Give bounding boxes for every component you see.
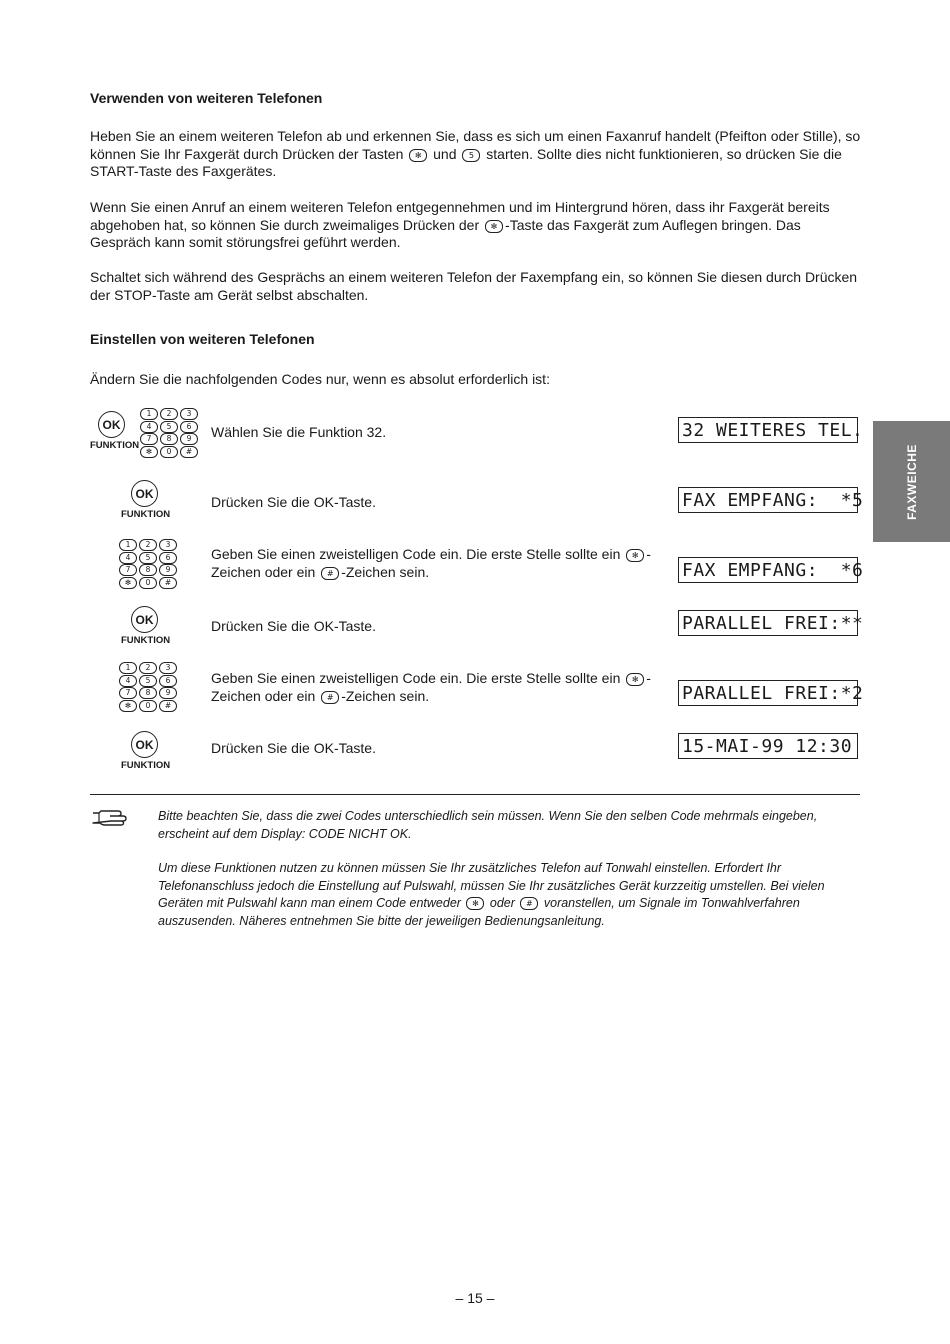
star-key-icon: ✻ <box>409 149 427 162</box>
keypad-key-icon: 5 <box>139 675 157 687</box>
hash-key-icon: # <box>520 897 538 910</box>
keypad-key-icon: 6 <box>159 675 177 687</box>
section-heading-einstellen: Einstellen von weiteren Telefonen <box>90 331 315 347</box>
chapter-tab <box>873 421 950 542</box>
step-6-text: Drücken Sie die OK-Taste. <box>211 740 376 756</box>
funktion-label: FUNKTION <box>90 440 140 451</box>
keypad-key-icon: 8 <box>160 433 178 445</box>
intro-text: Ändern Sie die nachfolgenden Codes nur, wenn es absolut erforderlich ist: <box>90 371 550 387</box>
paragraph-stop: Schaltet sich während des Gesprächs an einem weiteren Telefon der Faxempfang ein, so können Sie diesen durch Drücken der STOP-Taste am Gerät selbst abschalten. <box>90 269 858 303</box>
keypad-group-icon <box>88 538 203 594</box>
keypad-key-icon: 9 <box>159 687 177 699</box>
ok-button-group-icon <box>88 604 203 660</box>
keypad-key-icon: 7 <box>119 564 137 576</box>
hash-key-icon: # <box>321 691 339 704</box>
lcd-display: 32 WEITERES TEL. <box>678 417 858 443</box>
keypad-key-icon: 9 <box>180 433 198 445</box>
keypad-group-icon <box>88 661 203 717</box>
lcd-display: PARALLEL FREI:** <box>678 610 858 636</box>
step-5-text: Geben Sie einen zweistelligen Code ein. Die erste Stelle sollte ein ✻ -Zeichen oder ein # -Zeichen sein. <box>211 670 651 704</box>
lcd-display: PARALLEL FREI:*2 <box>678 680 858 706</box>
lcd-display: 15-MAI-99 12:30 <box>678 733 858 759</box>
step-3 <box>88 538 863 590</box>
paragraph-hang-up: Wenn Sie einen Anruf an einem weiteren Telefon entgegennehmen und im Hintergrund hören, dass ihr Faxgerät bereits abgehoben hat, so können Sie durch zweimaliges Drücken der ✻ -Taste das Faxgerät zum Auflegen bringen. Das Gespräch kann somit störungsfrei geführt werden. <box>90 199 830 250</box>
step-4-text: Drücken Sie die OK-Taste. <box>211 618 376 634</box>
ok-button-icon: OK <box>98 411 125 438</box>
keypad-key-icon: ✻ <box>119 577 137 589</box>
ok-button-icon: OK <box>131 606 158 633</box>
chapter-tab-label: FAXWEICHE <box>904 443 919 520</box>
keypad-key-icon: 0 <box>160 446 178 458</box>
keypad-key-icon: 2 <box>139 662 157 674</box>
note-tonwahl: Um diese Funktionen nutzen zu können müssen Sie Ihr zusätzliches Telefon auf Tonwahl einstellen. Erfordert Ihr Telefonanschluss jedoch die Einstellung auf Pulswahl, müssen Sie Ihr zusätzliches Gerät kurzzeitig umstellen. Bei vielen Geräten mit Pulswahl kann man einem Code entweder ✻ oder # voranstellen, um Signale im Tonwahlverfahren auszusenden. Näheres entnehmen Sie bitte der jeweiligen Bedienungsanleitung. <box>158 861 825 928</box>
keypad-key-icon: ✻ <box>119 700 137 712</box>
step-6 <box>88 729 863 773</box>
ok-button-group-icon <box>88 478 203 534</box>
keypad-key-icon: 8 <box>139 687 157 699</box>
funktion-label: FUNKTION <box>121 760 171 771</box>
keypad-key-icon: 4 <box>119 552 137 564</box>
keypad-key-icon: 5 <box>139 552 157 564</box>
keypad-key-icon: ✻ <box>140 446 158 458</box>
divider <box>90 794 860 795</box>
five-key-icon: 5 <box>462 149 480 162</box>
note-codes: Bitte beachten Sie, dass die zwei Codes unterschiedlich sein müssen. Wenn Sie den selben Code mehrmals eingeben, erscheint auf dem Display: CODE NICHT OK. <box>158 809 818 841</box>
step-2-text: Drücken Sie die OK-Taste. <box>211 494 376 510</box>
keypad-key-icon: 8 <box>139 564 157 576</box>
step-1 <box>88 405 863 461</box>
keypad-key-icon: 6 <box>159 552 177 564</box>
step-1-text: Wählen Sie die Funktion 32. <box>211 424 387 440</box>
keypad-key-icon: 7 <box>119 687 137 699</box>
keypad-key-icon: 2 <box>139 539 157 551</box>
keypad-key-icon: 3 <box>159 662 177 674</box>
funktion-label: FUNKTION <box>121 635 171 646</box>
step-5 <box>88 661 863 713</box>
star-key-icon: ✻ <box>485 220 503 233</box>
ok-and-keypad-icon <box>88 405 203 461</box>
keypad-key-icon: 3 <box>159 539 177 551</box>
keypad-key-icon: # <box>180 446 198 458</box>
keypad-key-icon: # <box>159 577 177 589</box>
step-2 <box>88 478 863 522</box>
keypad-key-icon: 5 <box>160 421 178 433</box>
keypad-key-icon: 7 <box>140 433 158 445</box>
keypad-key-icon: 2 <box>160 408 178 420</box>
ok-button-icon: OK <box>131 731 158 758</box>
star-key-icon: ✻ <box>626 549 644 562</box>
paragraph-fax-call: Heben Sie an einem weiteren Telefon ab und erkennen Sie, dass es sich um einen Faxanruf handelt (Pfeifton oder Stille), so können Sie Ihr Faxgerät durch Drücken der Tasten ✻ und 5 starten. Sollte dies nicht funktionieren, so drücken Sie die START-Taste des Faxgerätes. <box>90 128 861 179</box>
keypad-key-icon: 1 <box>140 408 158 420</box>
step-3-text: Geben Sie einen zweistelligen Code ein. Die erste Stelle sollte ein ✻ -Zeichen oder ein # -Zeichen sein. <box>211 546 651 580</box>
keypad-key-icon: 3 <box>180 408 198 420</box>
keypad-key-icon: # <box>159 700 177 712</box>
keypad-key-icon: 4 <box>140 421 158 433</box>
ok-button-group-icon <box>88 729 203 785</box>
star-key-icon: ✻ <box>626 673 644 686</box>
keypad-key-icon: 4 <box>119 675 137 687</box>
lcd-display: FAX EMPFANG: *6 <box>678 557 858 583</box>
step-4 <box>88 604 863 648</box>
keypad-key-icon: 9 <box>159 564 177 576</box>
page-number: – 15 – <box>455 1290 495 1306</box>
keypad-key-icon: 0 <box>139 700 157 712</box>
pointing-hand-icon <box>92 808 132 828</box>
keypad-key-icon: 6 <box>180 421 198 433</box>
star-key-icon: ✻ <box>466 897 484 910</box>
funktion-label: FUNKTION <box>121 509 171 520</box>
keypad-key-icon: 1 <box>119 662 137 674</box>
keypad-key-icon: 1 <box>119 539 137 551</box>
section-heading-verwenden: Verwenden von weiteren Telefonen <box>90 90 323 106</box>
hash-key-icon: # <box>321 567 339 580</box>
lcd-display: FAX EMPFANG: *5 <box>678 487 858 513</box>
keypad-key-icon: 0 <box>139 577 157 589</box>
ok-button-icon: OK <box>131 480 158 507</box>
